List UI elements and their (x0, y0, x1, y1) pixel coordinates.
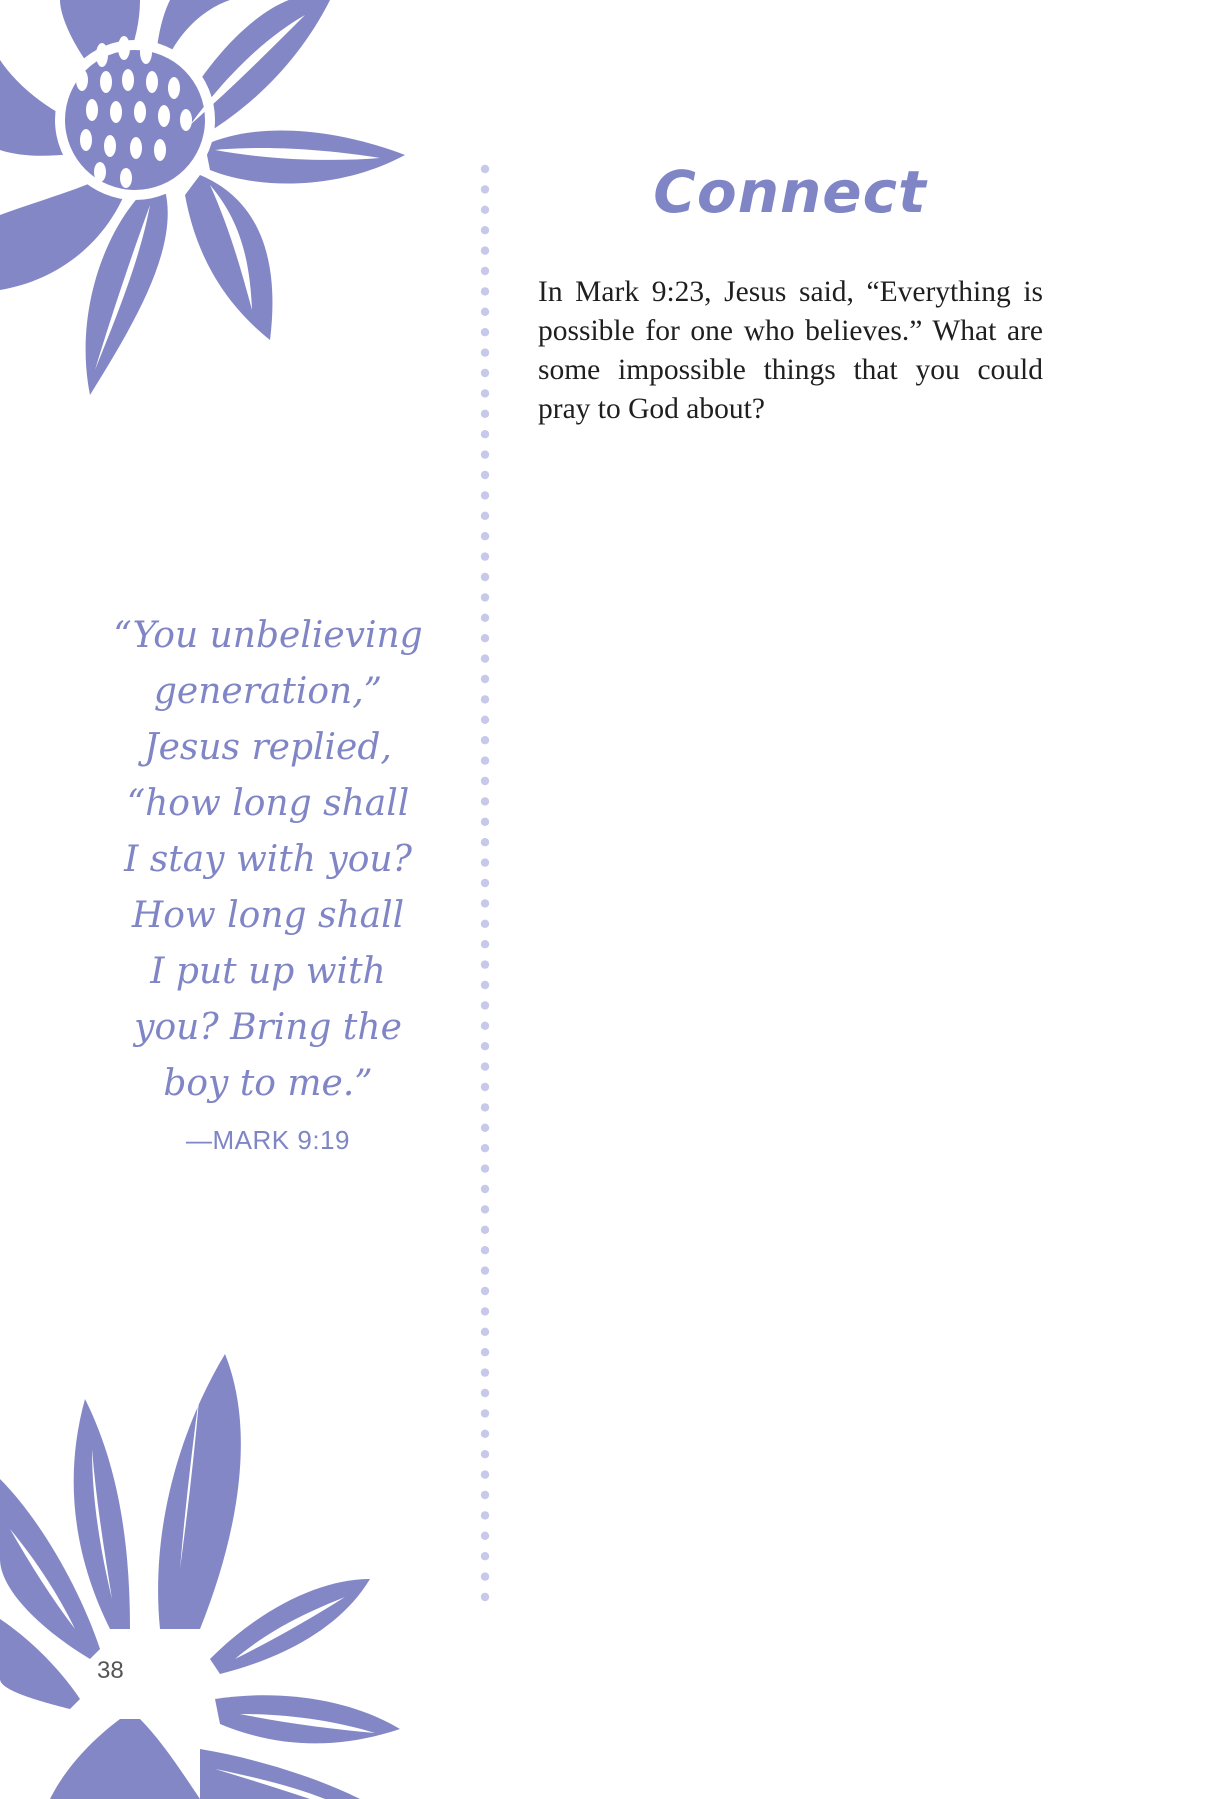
divider-dot (481, 389, 489, 397)
divider-dot (481, 206, 489, 214)
divider-dot (481, 797, 489, 805)
divider-dot (481, 369, 489, 377)
divider-dot (481, 1532, 489, 1540)
divider-dot (481, 879, 489, 887)
divider-dot (481, 1307, 489, 1315)
flower-illustration-bottom (0, 1329, 420, 1799)
divider-dot (481, 838, 489, 846)
quote-line: generation,” (153, 671, 383, 712)
divider-dot (481, 960, 489, 968)
divider-dot (481, 1205, 489, 1213)
divider-dot (481, 1042, 489, 1050)
divider-dot (481, 308, 489, 316)
divider-dot (481, 1348, 489, 1356)
divider-dot (481, 287, 489, 295)
divider-dot (481, 1062, 489, 1070)
divider-dot (481, 512, 489, 520)
divider-dot (481, 716, 489, 724)
divider-dot (481, 532, 489, 540)
divider-dot (481, 410, 489, 418)
flower-illustration-top (0, 0, 420, 420)
divider-dot (481, 348, 489, 356)
divider-dot (481, 328, 489, 336)
divider-dot (481, 695, 489, 703)
divider-dot (481, 675, 489, 683)
divider-dot (481, 654, 489, 662)
divider-dot (481, 756, 489, 764)
divider-dot (481, 1164, 489, 1172)
divider-dot (481, 858, 489, 866)
divider-dot (481, 1246, 489, 1254)
divider-dot (481, 1266, 489, 1274)
divider-dot (481, 1083, 489, 1091)
divider-dot (481, 981, 489, 989)
divider-dot (481, 471, 489, 479)
divider-dot (481, 899, 489, 907)
divider-dot (481, 1389, 489, 1397)
divider-dot (481, 736, 489, 744)
divider-dot (481, 593, 489, 601)
divider-dot (481, 552, 489, 560)
dotted-divider (475, 0, 495, 1799)
divider-dot (481, 573, 489, 581)
divider-dot (481, 1124, 489, 1132)
divider-dot (481, 1552, 489, 1560)
quote-line: you? Bring the (134, 1007, 402, 1048)
divider-dot (481, 1022, 489, 1030)
divider-dot (481, 1470, 489, 1478)
divider-dot (481, 246, 489, 254)
divider-dot (481, 1511, 489, 1519)
divider-dot (481, 777, 489, 785)
scripture-reference: —MARK 9:19 (186, 1125, 350, 1155)
divider-dot (481, 430, 489, 438)
quote-line: I stay with you? (124, 839, 412, 880)
quote-line: “how long shall (126, 783, 410, 824)
scripture-quote (78, 608, 458, 1112)
divider-dot (481, 634, 489, 642)
quote-line: boy to me.” (163, 1063, 373, 1104)
divider-dot (481, 1491, 489, 1499)
divider-dot (481, 267, 489, 275)
divider-dot (481, 1185, 489, 1193)
divider-dot (481, 185, 489, 193)
divider-dot (481, 1409, 489, 1417)
quote-line: I put up with (150, 951, 386, 992)
divider-dot (481, 450, 489, 458)
page-number: 38 (97, 1657, 124, 1684)
divider-dot (481, 491, 489, 499)
divider-dot (481, 1103, 489, 1111)
divider-dot (481, 1572, 489, 1580)
divider-dot (481, 940, 489, 948)
quote-line: How long shall (131, 895, 405, 936)
divider-dot (481, 1450, 489, 1458)
divider-dot (481, 1593, 489, 1601)
divider-dot (481, 1001, 489, 1009)
journal-prompt: In Mark 9:23, Jesus said, “Everything is possible for one who believes.” What are some impossible things that you could pray to God about? (538, 276, 1043, 425)
divider-dot (481, 1368, 489, 1376)
divider-dot (481, 1430, 489, 1438)
divider-dot (481, 920, 489, 928)
divider-dot (481, 818, 489, 826)
divider-dot (481, 1328, 489, 1336)
divider-dot (481, 1144, 489, 1152)
divider-dot (481, 165, 489, 173)
divider-dot (481, 614, 489, 622)
quote-line: Jesus replied, (144, 727, 392, 768)
divider-dot (481, 1226, 489, 1234)
divider-dot (481, 1287, 489, 1295)
quote-line: “You unbelieving (113, 615, 423, 656)
divider-dot (481, 226, 489, 234)
section-heading: Connect (653, 158, 927, 226)
